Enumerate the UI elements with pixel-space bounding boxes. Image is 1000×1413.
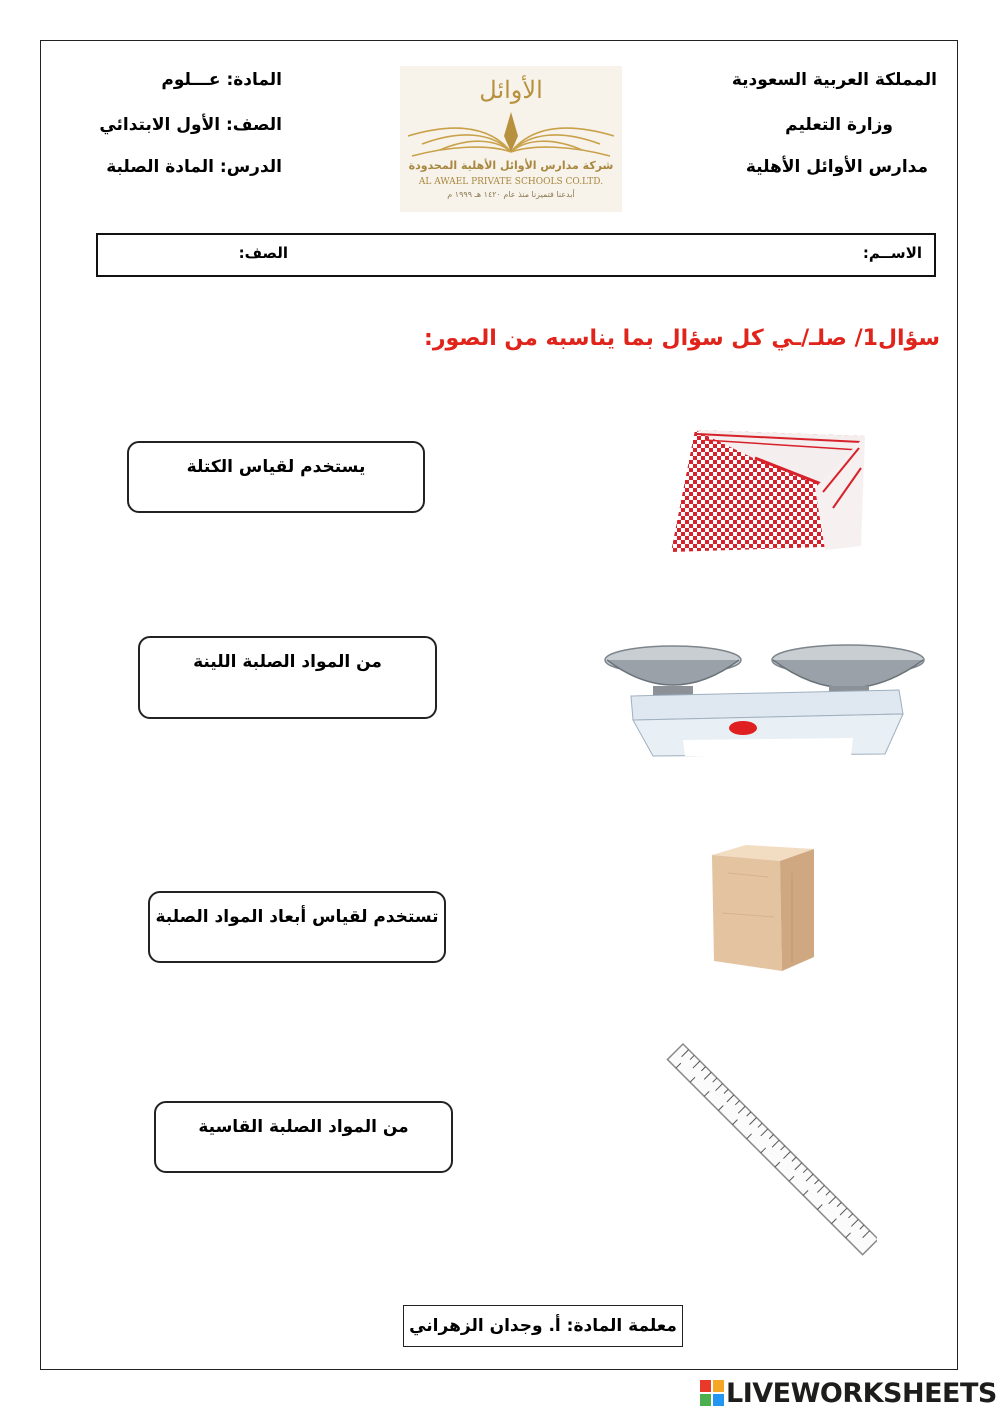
- liveworksheets-brand: [700, 1378, 997, 1408]
- school-logo: [400, 66, 622, 212]
- header-schools: مدارس الأوائل الأهلية: [745, 157, 928, 177]
- question-title: سؤال1/ صلـ/ـي كل سؤال بما يناسبه من الصور:: [424, 326, 940, 351]
- header-ministry: وزارة التعليم: [785, 115, 893, 135]
- liveworksheets-text: LIVEWORKSHEETS: [726, 1377, 997, 1409]
- logo-company-en: AL AWAEL PRIVATE SCHOOLS CO.LTD.: [418, 177, 604, 187]
- class-label: الصف:: [238, 244, 288, 262]
- keffiyeh-picture[interactable]: [665, 428, 865, 560]
- option-box-3[interactable]: تستخدم لقياس أبعاد المواد الصلبة: [148, 891, 446, 963]
- header-grade: الصف: الأول الابتدائي: [99, 115, 282, 135]
- option-box-2[interactable]: من المواد الصلبة اللينة: [138, 636, 437, 719]
- logo-tagline: أبدعنا فتميزنا منذ عام ١٤٢٠ هـ ١٩٩٩ م: [447, 190, 575, 199]
- teacher-name-box: معلمة المادة: أ. وجدان الزهراني: [403, 1305, 683, 1347]
- name-label: الاســم:: [862, 244, 922, 262]
- liveworksheets-logo-icon: [700, 1380, 724, 1406]
- logo-arabic-name: الأوائل: [479, 76, 543, 104]
- wooden-cube-picture[interactable]: [708, 843, 818, 977]
- header-lesson: الدرس: المادة الصلبة: [106, 157, 282, 177]
- logo-company-ar: شركة مدارس الأوائل الأهلية المحدودة: [408, 159, 614, 172]
- header-subject: المادة: عـــلوم: [161, 70, 282, 90]
- student-info-box: [96, 233, 936, 277]
- header-country: المملكة العربية السعودية: [731, 70, 937, 90]
- option-box-1[interactable]: يستخدم لقياس الكتلة: [127, 441, 425, 513]
- balance-scale-picture[interactable]: [603, 640, 928, 762]
- option-box-4[interactable]: من المواد الصلبة القاسية: [154, 1101, 453, 1173]
- ruler-picture[interactable]: [665, 1038, 877, 1260]
